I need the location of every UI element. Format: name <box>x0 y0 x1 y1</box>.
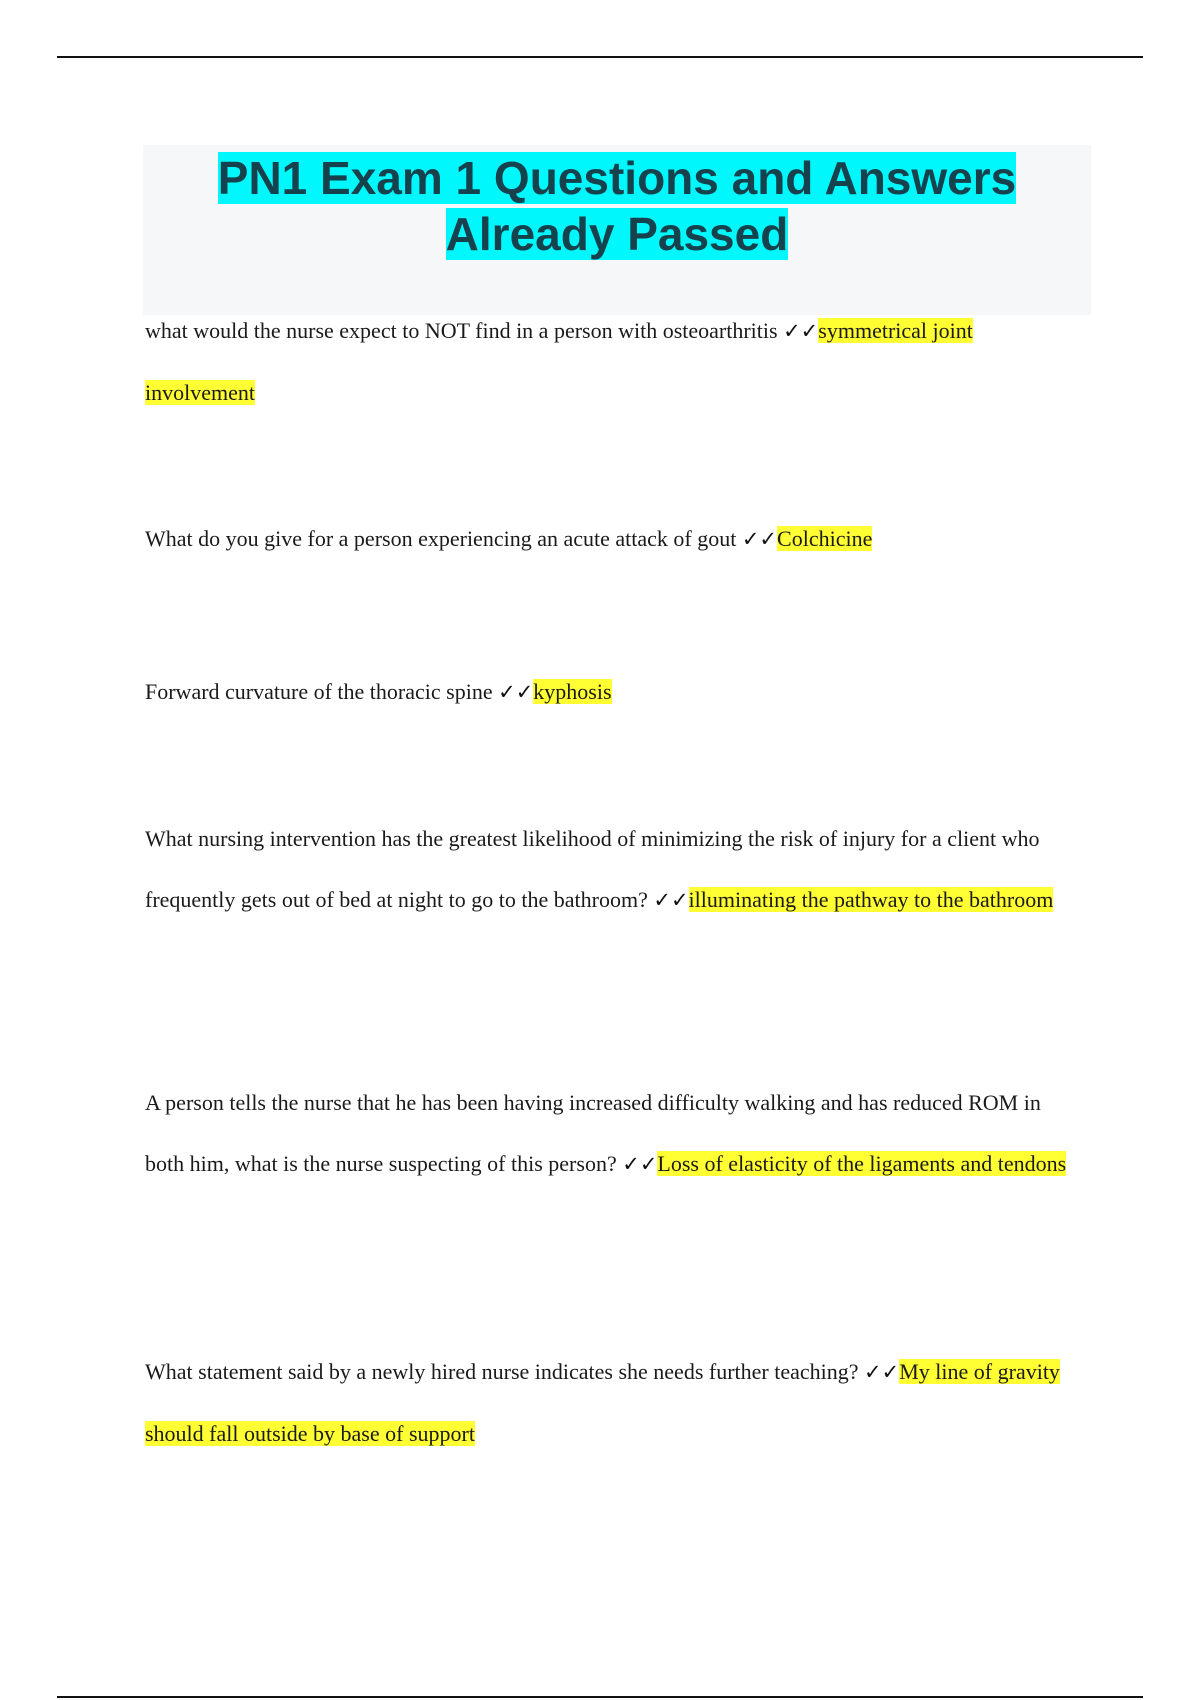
title-block <box>143 145 1091 315</box>
qa-item <box>145 661 1085 723</box>
double-check-icon: ✓✓ <box>864 1360 900 1384</box>
qa-item <box>145 508 1085 570</box>
double-check-icon: ✓✓ <box>783 319 819 343</box>
answer-text: illuminating the pathway to the bathroom <box>688 887 1054 912</box>
answer-text: symmetrical joint involvement <box>145 318 973 405</box>
question-text: What nursing intervention has the greatest likelihood of minimizing the risk of injury for a client who frequently gets out of bed at night to go to the bathroom? <box>145 826 1040 912</box>
qa-item <box>145 300 1085 423</box>
bottom-rule <box>57 1696 1143 1698</box>
document-title <box>143 145 1091 262</box>
question-text: A person tells the nurse that he has been having increased difficulty walking and has reduced ROM in both him, what is the nurse suspecting of this person? <box>145 1090 1041 1176</box>
qa-item <box>145 1341 1085 1464</box>
answer-text: Loss of elasticity of the ligaments and tendons <box>657 1151 1067 1176</box>
double-check-icon: ✓✓ <box>653 888 689 912</box>
double-check-icon: ✓✓ <box>622 1152 658 1176</box>
answer-text: My line of gravity should fall outside by base of support <box>145 1359 1060 1446</box>
question-text: Forward curvature of the thoracic spine <box>145 679 499 704</box>
top-rule <box>57 56 1143 58</box>
question-text: What do you give for a person experiencing an acute attack of gout <box>145 526 742 551</box>
double-check-icon: ✓✓ <box>498 680 534 704</box>
question-text: what would the nurse expect to NOT find in a person with osteoarthritis <box>145 318 784 343</box>
qa-item <box>145 808 1085 931</box>
answer-text: Colchicine <box>777 526 873 551</box>
qa-item <box>145 1072 1085 1195</box>
answer-text: kyphosis <box>533 679 612 704</box>
document-title-highlight: PN1 Exam 1 Questions and Answers Already Passed <box>217 152 1017 260</box>
question-text: What statement said by a newly hired nurse indicates she needs further teaching? <box>145 1359 865 1384</box>
double-check-icon: ✓✓ <box>741 527 778 551</box>
